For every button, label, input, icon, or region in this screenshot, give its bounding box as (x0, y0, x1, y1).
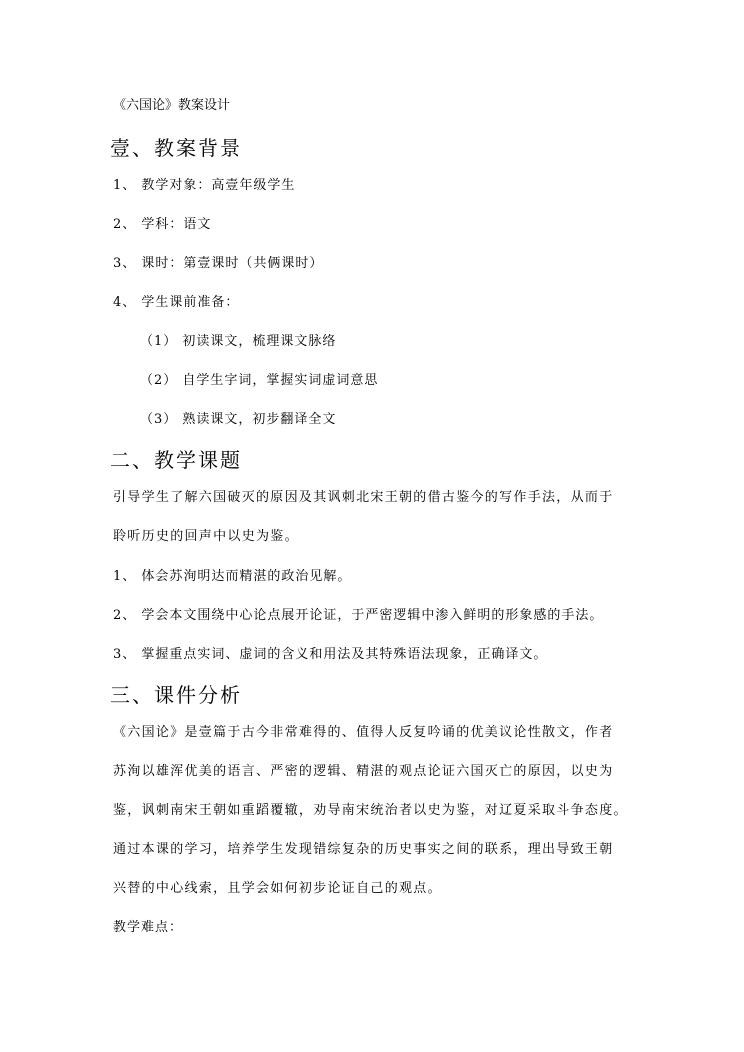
section-3-para-line-5: 兴替的中心线索，且学会如何初步论证自己的观点。 (113, 881, 442, 896)
section-1-heading: 壹、教案背景 (110, 136, 242, 160)
teaching-difficulty-label: 教学难点： (113, 920, 184, 935)
section-2-intro-line-2: 聆听历史的回声中以史为鉴。 (113, 529, 299, 544)
section-2-heading: 二、教学课题 (110, 448, 242, 472)
section-3-para-line-4: 通过本课的学习，培养学生发现错综复杂的历史事实之间的联系，理出导致王朝 (113, 842, 614, 857)
section-2-intro-line-1: 引导学生了解六国破灭的原因及其讽刺北宋王朝的借古鉴今的写作手法，从而于 (113, 490, 614, 505)
section-3-para-line-2: 苏洵以雄浑优美的语言、严密的逻辑、精湛的观点论证六国灭亡的原因，以史为 (113, 764, 614, 779)
section-1-item-2: 2、 学科：语文 (113, 217, 212, 232)
section-3-para-line-1: 《六国论》是壹篇于古今非常难得的、值得人反复吟诵的优美议论性散文，作者 (113, 725, 614, 740)
section-3-para-line-3: 鉴，讽刺南宋王朝如重蹈覆辙，劝导南宋统治者以史为鉴，对辽夏采取斗争态度。 (113, 803, 628, 818)
section-1-sub-item-2: （2） 自学生字词，掌握实词虚词意思 (140, 373, 379, 388)
document-title: 《六国论》教案设计 (113, 98, 231, 113)
section-1-sub-item-3: （3） 熟读课文，初步翻译全文 (140, 412, 337, 427)
section-2-item-1: 1、 体会苏洵明达而精湛的政治见解。 (113, 569, 352, 584)
section-1-sub-item-1: （1） 初读课文，梳理课文脉络 (140, 334, 337, 349)
section-1-item-4: 4、 学生课前准备： (113, 295, 240, 310)
section-3-heading: 三、课件分析 (110, 683, 242, 707)
section-1-item-1: 1、 教学对象：高壹年级学生 (113, 178, 296, 193)
section-2-item-2: 2、 学会本文围绕中心论点展开论证，于严密逻辑中渗入鲜明的形象感的手法。 (113, 608, 604, 623)
section-1-item-3: 3、 课时：第壹课时（共俩课时） (113, 256, 324, 271)
section-2-item-3: 3、 掌握重点实词、虚词的含义和用法及其特殊语法现象，正确译文。 (113, 647, 548, 662)
